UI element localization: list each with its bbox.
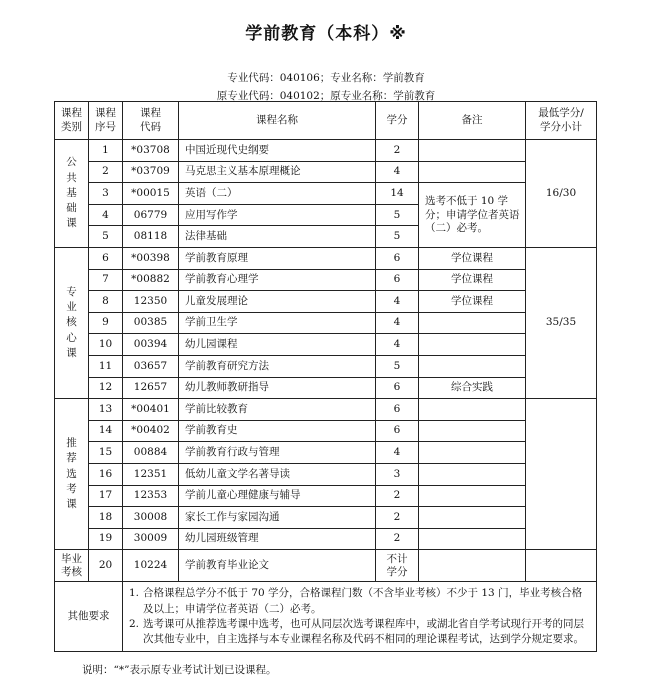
- table-row: [55, 485, 597, 507]
- course-remark: [419, 355, 526, 377]
- course-name: 学前儿童心理健康与辅导: [179, 485, 376, 507]
- table-row: [55, 183, 597, 205]
- graduation-category: 毕业 考核: [55, 550, 89, 582]
- requirement-item: 2. 选考课可从推荐选考课中选考，也可从同层次选考课程库中，或湖北省自学考试现行开考的同层次其他专业中，自主选择与本专业课程名称及代码不相同的理论课程考试，达到学分规定要求。: [129, 617, 584, 645]
- header-name: 课程名称: [179, 102, 376, 140]
- course-code: 06779: [123, 204, 179, 226]
- course-credit: 2: [376, 507, 419, 529]
- course-seq: 11: [89, 355, 123, 377]
- table-row: [55, 463, 597, 485]
- course-credit: 不计 学分: [376, 550, 419, 582]
- table-row: [55, 291, 597, 313]
- course-seq: 9: [89, 312, 123, 334]
- table-row: [55, 377, 597, 399]
- table-row: [55, 247, 597, 269]
- course-code: 03657: [123, 355, 179, 377]
- course-code: 10224: [123, 550, 179, 582]
- course-credit: 6: [376, 377, 419, 399]
- course-seq: 3: [89, 183, 123, 205]
- course-credit: 2: [376, 485, 419, 507]
- min-credit: [526, 550, 597, 582]
- other-requirements-content: [123, 582, 597, 652]
- course-name: 法律基础: [179, 226, 376, 248]
- course-seq: 8: [89, 291, 123, 313]
- course-remark: [419, 399, 526, 421]
- course-credit: 6: [376, 269, 419, 291]
- table-row: [55, 334, 597, 356]
- course-remark: [419, 528, 526, 550]
- course-name: 学前教育史: [179, 420, 376, 442]
- table-row: [55, 507, 597, 529]
- course-credit: 4: [376, 442, 419, 464]
- course-seq: 16: [89, 463, 123, 485]
- course-credit: 2: [376, 140, 419, 162]
- course-remark: [419, 161, 526, 183]
- course-seq: 19: [89, 528, 123, 550]
- table-row: [55, 528, 597, 550]
- course-credit: 3: [376, 463, 419, 485]
- course-remark: 综合实践: [419, 377, 526, 399]
- course-credit: 4: [376, 334, 419, 356]
- course-remark: [419, 550, 526, 582]
- course-name: 幼儿教师教研指导: [179, 377, 376, 399]
- course-name: 学前教育心理学: [179, 269, 376, 291]
- course-name: 儿童发展理论: [179, 291, 376, 313]
- course-code: *00882: [123, 269, 179, 291]
- header-code: 课程 代码: [123, 102, 179, 140]
- course-code: 08118: [123, 226, 179, 248]
- table-row: [55, 161, 597, 183]
- table-row: [55, 442, 597, 464]
- course-code: 12353: [123, 485, 179, 507]
- course-name: 家长工作与家园沟通: [179, 507, 376, 529]
- course-seq: 4: [89, 204, 123, 226]
- course-plan-table: [54, 101, 597, 652]
- original-major-code-line: 原专业代码：040102；原专业名称：学前教育: [216, 90, 436, 102]
- course-credit: 14: [376, 183, 419, 205]
- category-cell: 专 业 核 心 课: [55, 247, 89, 398]
- course-remark: [419, 485, 526, 507]
- table-row: [55, 269, 597, 291]
- course-remark: [419, 463, 526, 485]
- course-name: 学前卫生学: [179, 312, 376, 334]
- course-remark: [419, 420, 526, 442]
- course-name: 低幼儿童文学名著导读: [179, 463, 376, 485]
- course-credit: 6: [376, 420, 419, 442]
- course-name: 幼儿园课程: [179, 334, 376, 356]
- graduation-row: [55, 550, 597, 582]
- course-code: 12657: [123, 377, 179, 399]
- course-name: 学前比较教育: [179, 399, 376, 421]
- other-requirements-row: [55, 582, 597, 652]
- course-name: 学前教育原理: [179, 247, 376, 269]
- course-credit: 5: [376, 204, 419, 226]
- course-seq: 15: [89, 442, 123, 464]
- table-row: [55, 312, 597, 334]
- course-remark: [419, 442, 526, 464]
- course-name: 学前教育行政与管理: [179, 442, 376, 464]
- course-name: 幼儿园班级管理: [179, 528, 376, 550]
- table-row: [55, 355, 597, 377]
- course-seq: 18: [89, 507, 123, 529]
- category-cell: 公 共 基 础 课: [55, 140, 89, 248]
- course-remark: 学位课程: [419, 291, 526, 313]
- course-credit: 5: [376, 226, 419, 248]
- course-remark: 学位课程: [419, 269, 526, 291]
- course-code: *00401: [123, 399, 179, 421]
- table-row: [55, 420, 597, 442]
- course-seq: 17: [89, 485, 123, 507]
- course-code: 00385: [123, 312, 179, 334]
- course-code: *00015: [123, 183, 179, 205]
- footnote: 说明：“*”表示原专业考试计划已设课程。: [82, 664, 277, 676]
- course-code: *03709: [123, 161, 179, 183]
- table-row: [55, 140, 597, 162]
- course-seq: 10: [89, 334, 123, 356]
- course-remark: [419, 507, 526, 529]
- course-name: 马克思主义基本原理概论: [179, 161, 376, 183]
- course-seq: 14: [89, 420, 123, 442]
- category-cell: 推 荐 选 考 课: [55, 399, 89, 550]
- header-seq: 课程 序号: [89, 102, 123, 140]
- course-credit: 5: [376, 355, 419, 377]
- header-min-credit: 最低学分/ 学分小计: [526, 102, 597, 140]
- major-code-line: 专业代码：040106；专业名称：学前教育: [227, 72, 425, 84]
- course-code: *00398: [123, 247, 179, 269]
- course-credit: 4: [376, 291, 419, 313]
- other-requirements-label: 其他要求: [55, 582, 123, 652]
- course-name: 学前教育毕业论文: [179, 550, 376, 582]
- course-seq: 12: [89, 377, 123, 399]
- min-credit: [526, 399, 597, 550]
- course-code: *00402: [123, 420, 179, 442]
- course-seq: 20: [89, 550, 123, 582]
- course-seq: 5: [89, 226, 123, 248]
- header-remark: 备注: [419, 102, 526, 140]
- course-seq: 13: [89, 399, 123, 421]
- course-credit: 6: [376, 247, 419, 269]
- table-header-row: [55, 102, 597, 140]
- course-credit: 6: [376, 399, 419, 421]
- course-name: 应用写作学: [179, 204, 376, 226]
- min-credit: 35/35: [526, 247, 597, 398]
- course-credit: 4: [376, 312, 419, 334]
- course-remark: [419, 334, 526, 356]
- course-code: 00884: [123, 442, 179, 464]
- course-name: 中国近现代史纲要: [179, 140, 376, 162]
- min-credit: 16/30: [526, 140, 597, 248]
- course-credit: 4: [376, 161, 419, 183]
- course-code: 00394: [123, 334, 179, 356]
- course-seq: 1: [89, 140, 123, 162]
- course-code: *03708: [123, 140, 179, 162]
- course-seq: 2: [89, 161, 123, 183]
- course-remark: 学位课程: [419, 247, 526, 269]
- header-credit: 学分: [376, 102, 419, 140]
- course-remark: [419, 312, 526, 334]
- course-code: 30008: [123, 507, 179, 529]
- course-name: 学前教育研究方法: [179, 355, 376, 377]
- course-seq: 6: [89, 247, 123, 269]
- table-row: [55, 399, 597, 421]
- header-category: 课程 类别: [55, 102, 89, 140]
- group-remark: 选考不低于 10 学分；申请学位者英语（二）必考。: [419, 183, 526, 248]
- course-code: 12350: [123, 291, 179, 313]
- course-seq: 7: [89, 269, 123, 291]
- course-code: 12351: [123, 463, 179, 485]
- page-title: 学前教育（本科）※: [245, 24, 407, 44]
- requirement-item: 1. 合格课程总学分不低于 70 学分，合格课程门数（不含毕业考核）不少于 13 门，毕业考核合格及以上；申请学位者英语（二）必考。: [129, 587, 583, 615]
- course-remark: [419, 140, 526, 162]
- course-name: 英语（二）: [179, 183, 376, 205]
- course-credit: 2: [376, 528, 419, 550]
- course-code: 30009: [123, 528, 179, 550]
